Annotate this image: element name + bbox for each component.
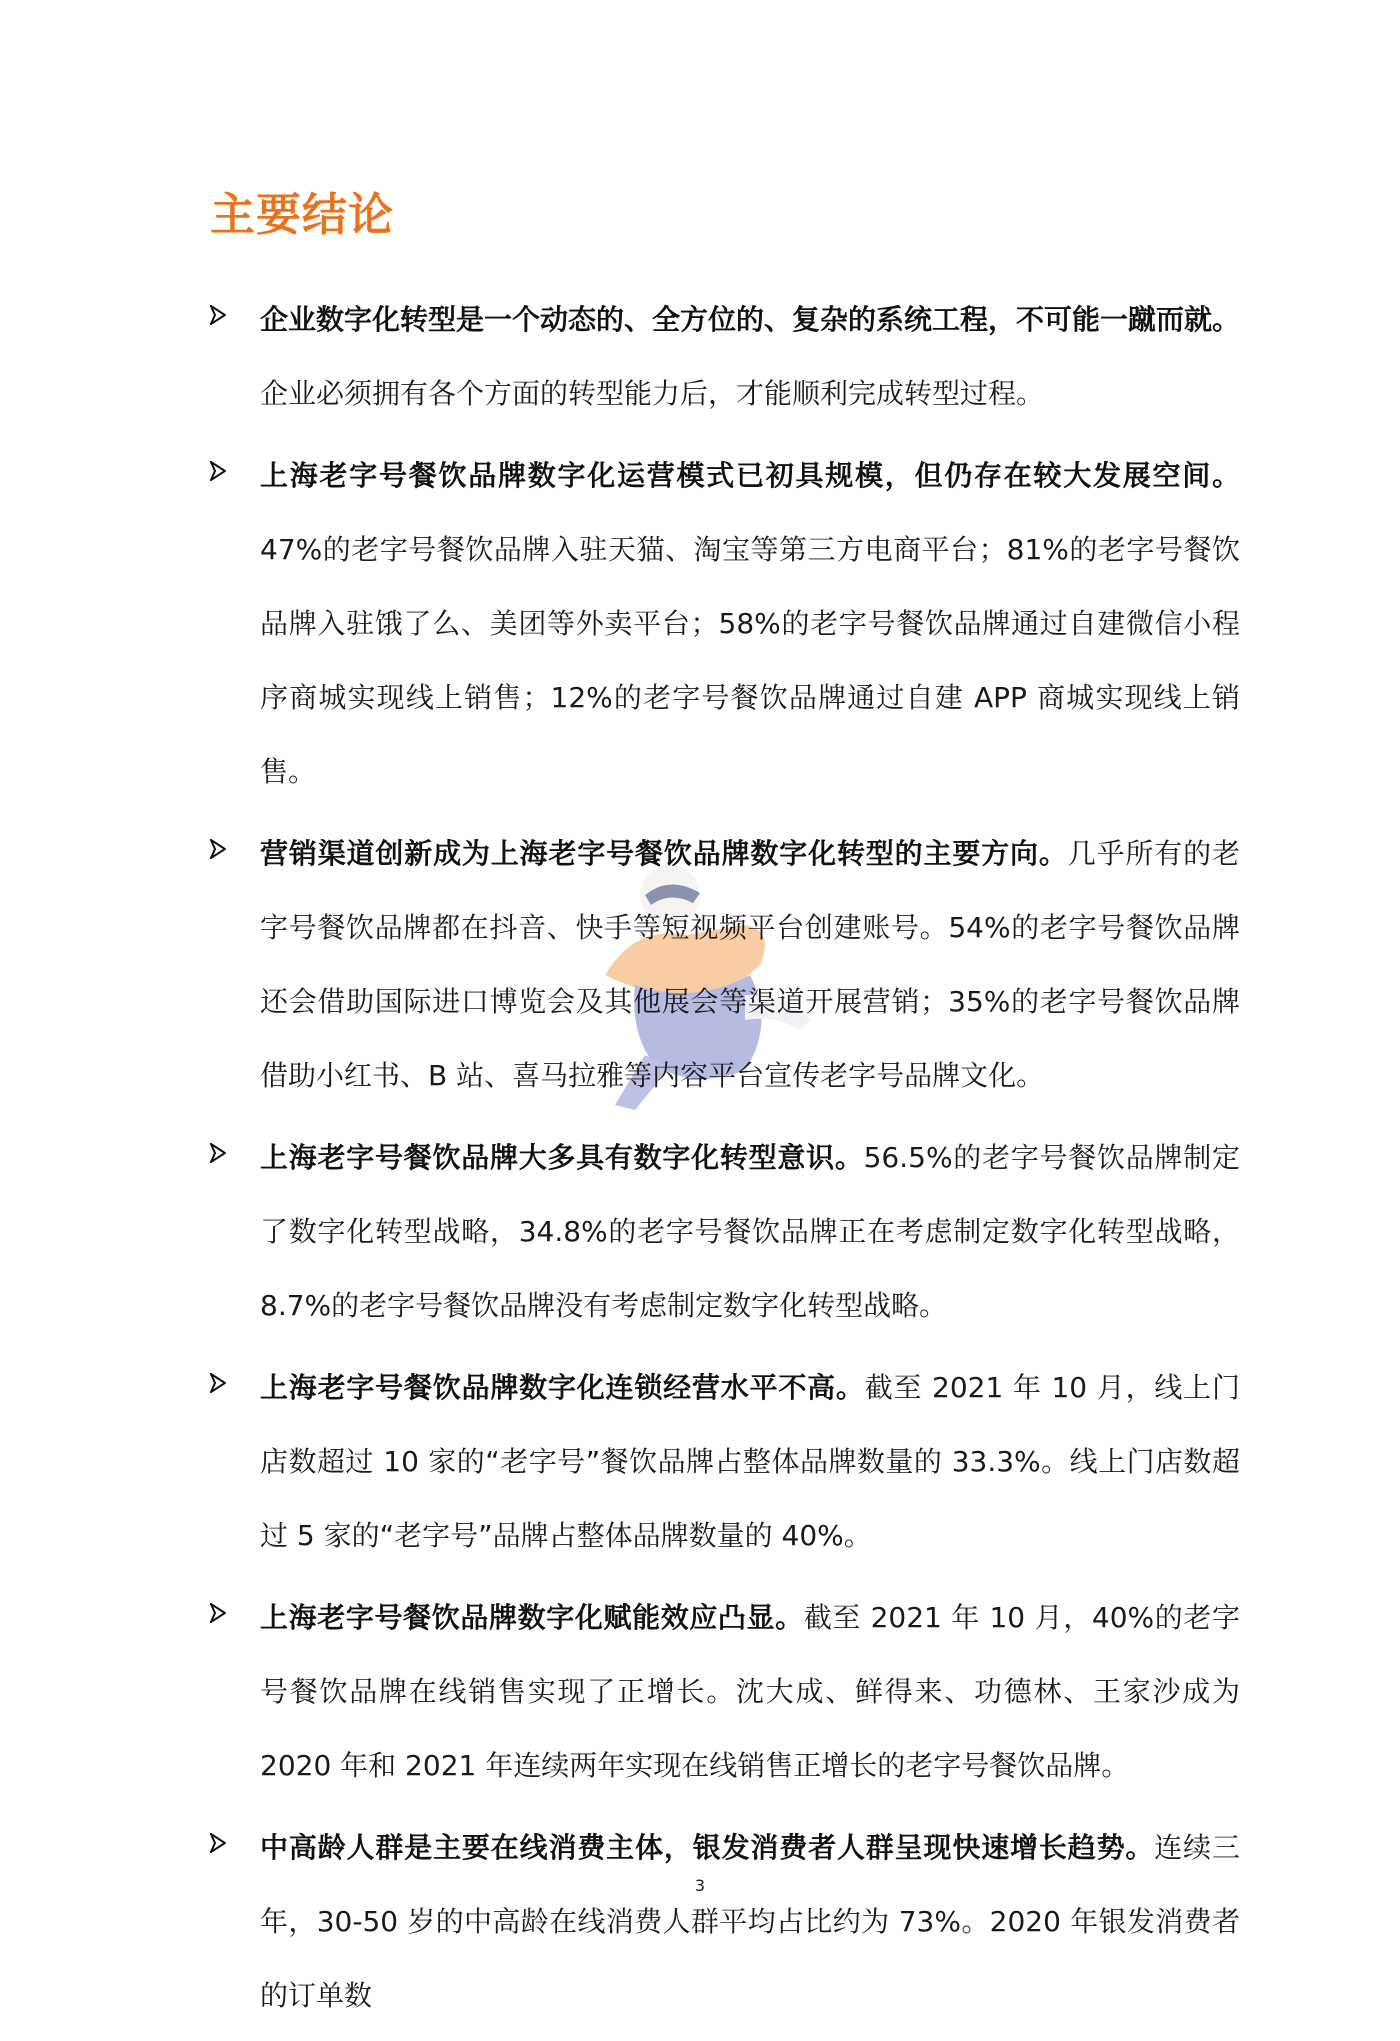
list-item	[210, 1811, 1240, 2033]
list-item	[210, 439, 1240, 809]
item-body: 56.5%的老字号餐饮品牌制定了数字化转型战略，34.8%的老字号餐饮品牌正在考虑制定数字化转型战略，8.7%的老字号餐饮品牌没有考虑制定数字化转型战略。	[260, 1141, 1240, 1322]
item-lead: 上海老字号餐饮品牌大多具有数字化转型意识。	[260, 1141, 864, 1174]
page-number: 3	[694, 1876, 706, 1895]
item-body: 截至 2021 年 10 月，线上门店数超过 10 家的“老字号”餐饮品牌占整体品牌数量的 33.3%。线上门店数超过 5 家的“老字号”品牌占整体品牌数量的 40%。	[260, 1371, 1240, 1552]
arrow-bullet-icon	[210, 1603, 226, 1623]
arrow-bullet-icon	[210, 1373, 226, 1393]
item-lead: 上海老字号餐饮品牌数字化运营模式已初具规模，但仍存在较大发展空间。	[260, 459, 1240, 492]
item-lead: 企业数字化转型是一个动态的、全方位的、复杂的系统工程，不可能一蹴而就。	[260, 303, 1241, 336]
conclusions-list	[210, 283, 1240, 2041]
item-body: 连续三年，30-50 岁的中高龄在线消费人群平均占比约为 73%。2020 年银发消费者的订单数	[260, 1831, 1240, 2012]
item-lead: 上海老字号餐饮品牌数字化连锁经营水平不高。	[260, 1371, 865, 1404]
item-body: 截至 2021 年 10 月，40%的老字号餐饮品牌在线销售实现了正增长。沈大成、鲜得来、功德林、王家沙成为 2020 年和 2021 年连续两年实现在线销售正增长的老字号餐饮品牌。	[260, 1601, 1240, 1782]
page-title: 主要结论	[210, 188, 395, 241]
arrow-bullet-icon	[210, 305, 226, 325]
arrow-bullet-icon	[210, 461, 226, 481]
list-item	[210, 1351, 1240, 1573]
list-item	[210, 1121, 1240, 1343]
list-item	[210, 1581, 1240, 1803]
item-body: 几乎所有的老字号餐饮品牌都在抖音、快手等短视频平台创建账号。54%的老字号餐饮品牌还会借助国际进口博览会及其他展会等渠道开展营销；35%的老字号餐饮品牌借助小红书、B 站、喜马拉雅等内容平台宣传老字号品牌文化。	[260, 837, 1240, 1092]
arrow-bullet-icon	[210, 1143, 226, 1163]
list-item	[210, 283, 1240, 431]
item-body: 47%的老字号餐饮品牌入驻天猫、淘宝等第三方电商平台；81%的老字号餐饮品牌入驻饿了么、美团等外卖平台；58%的老字号餐饮品牌通过自建微信小程序商城实现线上销售；12%的老字号餐饮品牌通过自建 APP 商城实现线上销售。	[260, 533, 1240, 788]
list-item	[210, 817, 1240, 1113]
arrow-bullet-icon	[210, 839, 226, 859]
item-lead: 中高龄人群是主要在线消费主体，银发消费者人群呈现快速增长趋势。	[260, 1831, 1155, 1864]
item-lead: 上海老字号餐饮品牌数字化赋能效应凸显。	[260, 1601, 804, 1634]
item-body: 企业必须拥有各个方面的转型能力后，才能顺利完成转型过程。	[260, 377, 1045, 410]
item-lead: 营销渠道创新成为上海老字号餐饮品牌数字化转型的主要方向。	[260, 837, 1068, 870]
arrow-bullet-icon	[210, 1833, 226, 1853]
